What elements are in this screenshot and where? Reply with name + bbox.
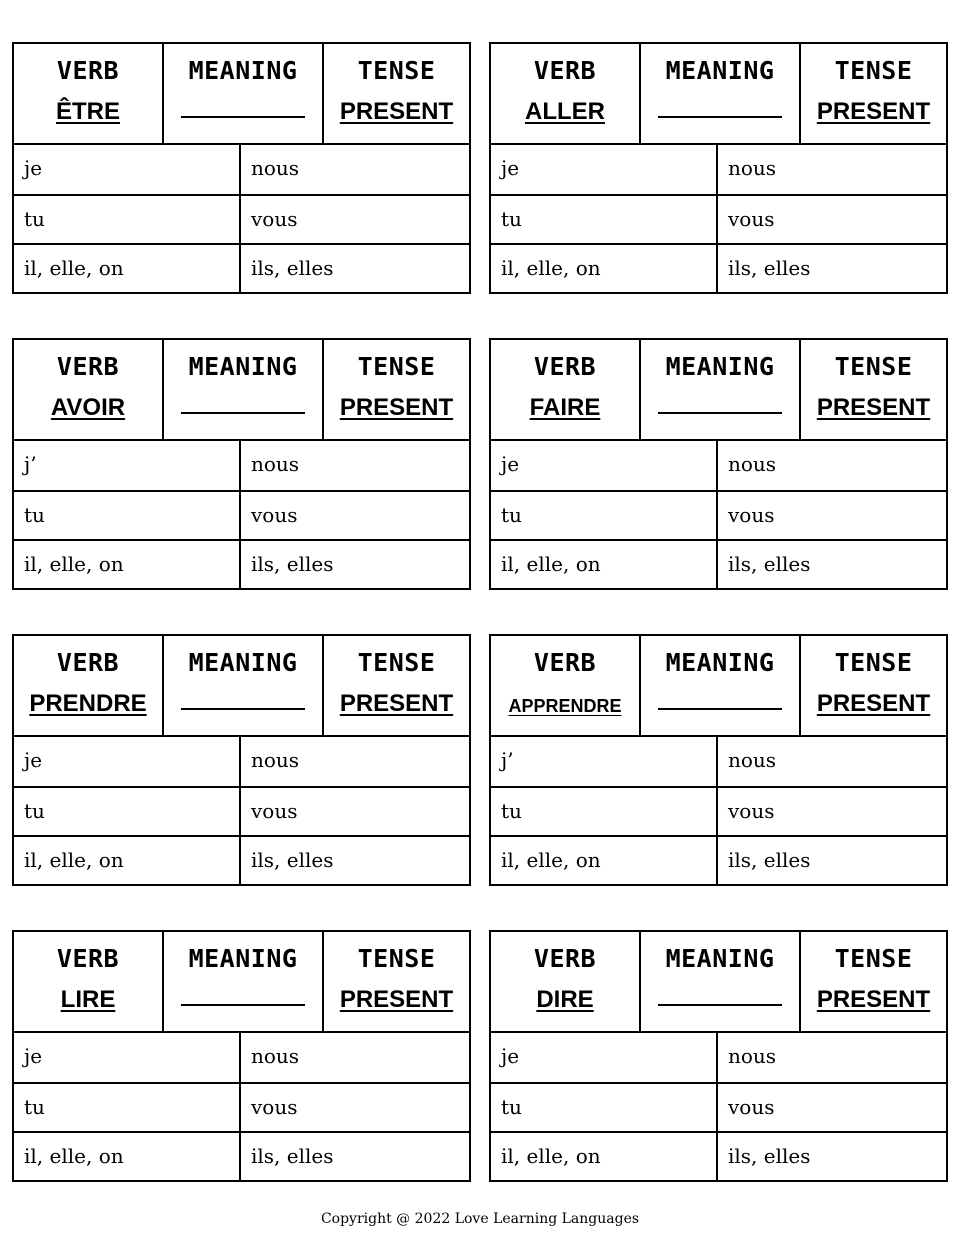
meaning-blank-line xyxy=(181,412,305,414)
verb-value: ÊTRE xyxy=(55,98,120,125)
pronoun-plural: ils, elles xyxy=(239,245,469,292)
conjugation-row xyxy=(14,490,469,539)
conjugation-row xyxy=(491,243,946,292)
conjugation-row xyxy=(491,737,946,786)
verb-card xyxy=(12,930,471,1182)
tense-label: TENSE xyxy=(357,352,436,381)
pronoun-plural: ils, elles xyxy=(239,1133,469,1180)
pronoun-plural: nous xyxy=(239,737,469,786)
meaning-label: MEANING xyxy=(665,944,775,973)
verb-value: AVOIR xyxy=(50,394,126,421)
meaning-blank-line xyxy=(181,1004,305,1006)
meaning-blank-line xyxy=(658,116,782,118)
conjugation-row xyxy=(491,145,946,194)
pronoun-singular: j’ xyxy=(501,748,514,772)
meaning-label: MEANING xyxy=(665,56,775,85)
pronoun-plural: ils, elles xyxy=(716,1133,946,1180)
pronoun-plural: nous xyxy=(239,145,469,194)
conjugation-row xyxy=(14,441,469,490)
verb-value: ALLER xyxy=(525,98,605,125)
verb-card xyxy=(12,338,471,590)
verb-cell xyxy=(14,636,162,735)
verb-card xyxy=(489,634,948,886)
verb-value: PRENDRE xyxy=(29,690,147,717)
pronoun-singular: je xyxy=(501,1044,520,1068)
pronoun-singular: tu xyxy=(24,503,45,527)
pronoun-plural: vous xyxy=(239,492,469,539)
verb-card-grid xyxy=(12,42,948,1182)
pronoun-plural: ils, elles xyxy=(716,837,946,884)
tense-cell xyxy=(322,932,469,1031)
pronoun-plural: ils, elles xyxy=(716,541,946,588)
pronoun-singular: tu xyxy=(501,207,522,231)
tense-label: TENSE xyxy=(357,56,436,85)
tense-label: TENSE xyxy=(834,944,913,973)
tense-value: PRESENT xyxy=(339,98,454,125)
pronoun-singular: tu xyxy=(501,1095,522,1119)
pronoun-singular: je xyxy=(24,1044,43,1068)
pronoun-singular: il, elle, on xyxy=(24,552,124,576)
conjugation-row xyxy=(491,1082,946,1131)
conjugation-row xyxy=(14,145,469,194)
verb-cell xyxy=(491,44,639,143)
copyright-footer: Copyright @ 2022 Love Learning Languages xyxy=(320,1211,640,1227)
card-header xyxy=(491,636,946,737)
pronoun-plural: vous xyxy=(716,196,946,243)
card-header xyxy=(491,340,946,441)
pronoun-singular: il, elle, on xyxy=(501,256,601,280)
verb-label: VERB xyxy=(56,648,120,677)
pronoun-singular: il, elle, on xyxy=(24,256,124,280)
verb-card xyxy=(489,338,948,590)
verb-cell xyxy=(14,932,162,1031)
verb-card xyxy=(489,42,948,294)
tense-value: PRESENT xyxy=(816,986,931,1013)
verb-cell xyxy=(491,932,639,1031)
conjugation-row xyxy=(14,539,469,588)
verb-label: VERB xyxy=(56,352,120,381)
verb-cell xyxy=(491,340,639,439)
conjugation-row xyxy=(491,786,946,835)
meaning-blank-line xyxy=(658,412,782,414)
conjugation-row xyxy=(14,1082,469,1131)
pronoun-singular: je xyxy=(24,748,43,772)
meaning-blank-line xyxy=(181,708,305,710)
tense-value: PRESENT xyxy=(816,690,931,717)
card-header xyxy=(491,932,946,1033)
meaning-cell xyxy=(639,932,799,1031)
pronoun-singular: tu xyxy=(24,207,45,231)
meaning-label: MEANING xyxy=(188,648,298,677)
pronoun-plural: ils, elles xyxy=(239,541,469,588)
conjugation-row xyxy=(491,441,946,490)
pronoun-plural: nous xyxy=(716,441,946,490)
meaning-label: MEANING xyxy=(665,648,775,677)
meaning-label: MEANING xyxy=(188,352,298,381)
pronoun-singular: tu xyxy=(24,799,45,823)
pronoun-plural: nous xyxy=(716,1033,946,1082)
pronoun-singular: il, elle, on xyxy=(501,848,601,872)
tense-cell xyxy=(799,932,946,1031)
conjugation-row xyxy=(491,194,946,243)
meaning-label: MEANING xyxy=(188,56,298,85)
meaning-cell xyxy=(162,44,322,143)
pronoun-plural: ils, elles xyxy=(716,245,946,292)
pronoun-singular: je xyxy=(24,156,43,180)
pronoun-singular: il, elle, on xyxy=(24,1144,124,1168)
tense-label: TENSE xyxy=(357,648,436,677)
pronoun-plural: nous xyxy=(239,441,469,490)
meaning-blank-line xyxy=(658,708,782,710)
verb-cell xyxy=(14,44,162,143)
tense-cell xyxy=(799,340,946,439)
conjugation-row xyxy=(14,194,469,243)
tense-label: TENSE xyxy=(357,944,436,973)
tense-cell xyxy=(799,44,946,143)
meaning-cell xyxy=(639,636,799,735)
pronoun-plural: vous xyxy=(716,1084,946,1131)
meaning-label: MEANING xyxy=(665,352,775,381)
pronoun-singular: j’ xyxy=(24,452,37,476)
tense-label: TENSE xyxy=(834,56,913,85)
verb-label: VERB xyxy=(533,944,597,973)
pronoun-plural: vous xyxy=(716,492,946,539)
tense-value: PRESENT xyxy=(339,690,454,717)
verb-label: VERB xyxy=(533,56,597,85)
pronoun-singular: il, elle, on xyxy=(501,1144,601,1168)
tense-value: PRESENT xyxy=(339,986,454,1013)
conjugation-row xyxy=(491,1131,946,1180)
meaning-cell xyxy=(639,340,799,439)
verb-label: VERB xyxy=(533,352,597,381)
meaning-blank-line xyxy=(658,1004,782,1006)
conjugation-row xyxy=(491,539,946,588)
pronoun-plural: nous xyxy=(239,1033,469,1082)
pronoun-plural: ils, elles xyxy=(239,837,469,884)
conjugation-row xyxy=(14,835,469,884)
card-header xyxy=(14,932,469,1033)
conjugation-row xyxy=(14,1033,469,1082)
tense-value: PRESENT xyxy=(816,98,931,125)
conjugation-row xyxy=(491,835,946,884)
meaning-cell xyxy=(162,636,322,735)
pronoun-singular: tu xyxy=(501,503,522,527)
tense-label: TENSE xyxy=(834,648,913,677)
verb-value: LIRE xyxy=(60,986,116,1013)
meaning-cell xyxy=(162,340,322,439)
meaning-cell xyxy=(639,44,799,143)
tense-cell xyxy=(322,340,469,439)
conjugation-row xyxy=(14,786,469,835)
tense-cell xyxy=(799,636,946,735)
conjugation-row xyxy=(14,1131,469,1180)
verb-label: VERB xyxy=(56,944,120,973)
card-header xyxy=(14,340,469,441)
tense-cell xyxy=(322,44,469,143)
tense-cell xyxy=(322,636,469,735)
verb-cell xyxy=(491,636,639,735)
meaning-cell xyxy=(162,932,322,1031)
pronoun-singular: tu xyxy=(24,1095,45,1119)
verb-label: VERB xyxy=(533,648,597,677)
verb-card xyxy=(489,930,948,1182)
verb-card xyxy=(12,42,471,294)
pronoun-singular: je xyxy=(501,156,520,180)
tense-label: TENSE xyxy=(834,352,913,381)
meaning-label: MEANING xyxy=(188,944,298,973)
meaning-blank-line xyxy=(181,116,305,118)
verb-value: APPRENDRE xyxy=(508,696,622,716)
tense-value: PRESENT xyxy=(816,394,931,421)
pronoun-plural: vous xyxy=(716,788,946,835)
pronoun-plural: vous xyxy=(239,1084,469,1131)
conjugation-row xyxy=(491,1033,946,1082)
verb-cell xyxy=(14,340,162,439)
pronoun-singular: il, elle, on xyxy=(501,552,601,576)
verb-card xyxy=(12,634,471,886)
pronoun-singular: je xyxy=(501,452,520,476)
conjugation-row xyxy=(14,243,469,292)
verb-value: FAIRE xyxy=(529,394,601,421)
pronoun-singular: il, elle, on xyxy=(24,848,124,872)
pronoun-plural: vous xyxy=(239,196,469,243)
card-header xyxy=(491,44,946,145)
card-header xyxy=(14,44,469,145)
tense-value: PRESENT xyxy=(339,394,454,421)
verb-value: DIRE xyxy=(536,986,594,1013)
conjugation-row xyxy=(491,490,946,539)
pronoun-plural: nous xyxy=(716,737,946,786)
pronoun-plural: vous xyxy=(239,788,469,835)
conjugation-row xyxy=(14,737,469,786)
pronoun-plural: nous xyxy=(716,145,946,194)
card-header xyxy=(14,636,469,737)
pronoun-singular: tu xyxy=(501,799,522,823)
verb-label: VERB xyxy=(56,56,120,85)
